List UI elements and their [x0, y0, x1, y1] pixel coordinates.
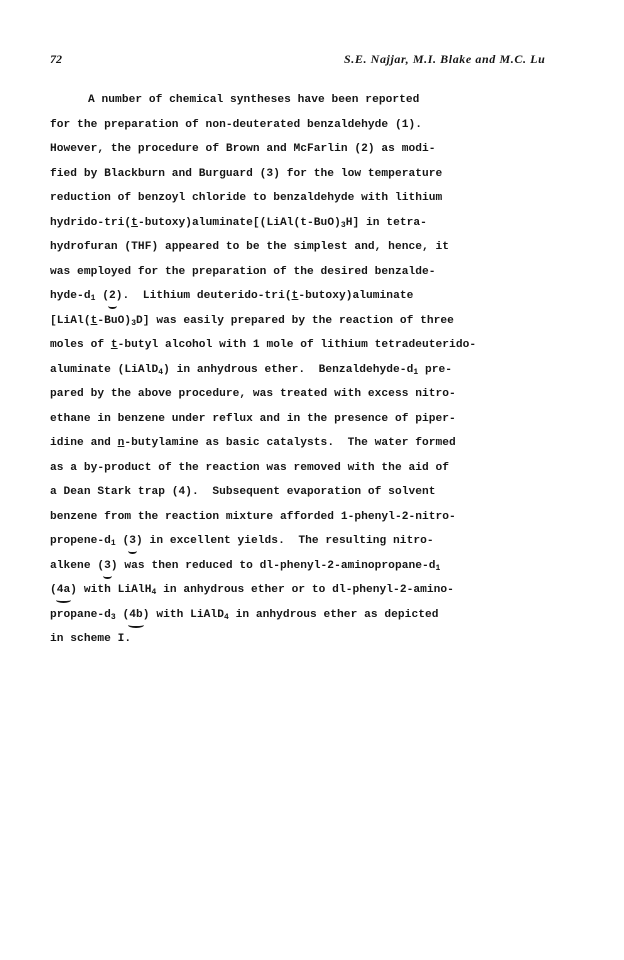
text-line: A number of chemical syntheses have been reported — [88, 94, 420, 106]
page-number: 72 — [50, 52, 62, 66]
compound-reference: 3 — [129, 531, 136, 551]
text-line: propane-$d_3$ (4b) with LiAlD$_4$ in anhydrous ether as depicted — [50, 605, 570, 630]
text-line: $[LiAl(t-BuO)_3D]$ was easily prepared by the reaction of three — [50, 314, 454, 328]
text-line: idine and n-butylamine as basic catalysts. The water formed — [50, 437, 456, 449]
compound-reference: 4a — [57, 580, 71, 600]
text-line: hydrofuran (THF) appeared to be the simplest and, hence, it — [50, 241, 450, 253]
text-line: aluminate (LiAlD$_4$) in anhydrous ether. Benzaldehyde-$d_1$ pre- — [50, 363, 453, 377]
compound-reference: 4b — [129, 605, 143, 625]
text-line: However, the procedure of Brown and McFarlin (2) as modi- — [50, 143, 436, 155]
text-line: moles of t-butyl alcohol with 1 mole of lithium tetradeuterido- — [50, 339, 477, 351]
text-line: (4a) with LiAlH$_4$ in anhydrous ether or to dl-phenyl-2-amino- — [50, 580, 570, 605]
text-line: fied by Blackburn and Burguard (3) for the low temperature — [50, 167, 443, 180]
text-line: hyde-$d_1$ (2). Lithium deuterido-tri(t-butoxy)aluminate — [50, 286, 570, 311]
compound-reference: 3 — [104, 556, 111, 576]
text-line: propene-$d_1$ (3) in excellent yields. The resulting nitro- — [50, 531, 570, 556]
text-line: alkene (3) was then reduced to $dl-phenyl-2-aminopropane-d_1$ — [50, 556, 570, 581]
text-line: hydrido-$tri(t-butoxy)aluminate[(LiAl(t-BuO)_3H]$ in tetra- — [50, 216, 427, 230]
text-line: in scheme I. — [50, 633, 132, 645]
text-line: a Dean Stark trap (4). Subsequent evaporation of solvent — [50, 486, 436, 498]
running-head: S.E. Najjar, M.I. Blake and M.C. Lu — [344, 52, 546, 66]
body-paragraph — [50, 90, 570, 654]
text-line: ethane in benzene under reflux and in the presence of piper- — [50, 412, 456, 425]
text-line: was employed for the preparation of the desired benzalde- — [50, 265, 436, 278]
text-line: benzene from the reaction mixture afforded 1-phenyl-2-nitro- — [50, 510, 456, 523]
text-line: pared by the above procedure, was treated with excess nitro- — [50, 388, 456, 400]
compound-reference: 2 — [109, 286, 116, 306]
text-line: as a by-product of the reaction was removed with the aid of — [50, 461, 450, 474]
text-line: for the preparation of non-deuterated benzaldehyde (1). — [50, 118, 422, 131]
text-line: reduction of benzoyl chloride to benzaldehyde with lithium — [50, 192, 443, 204]
